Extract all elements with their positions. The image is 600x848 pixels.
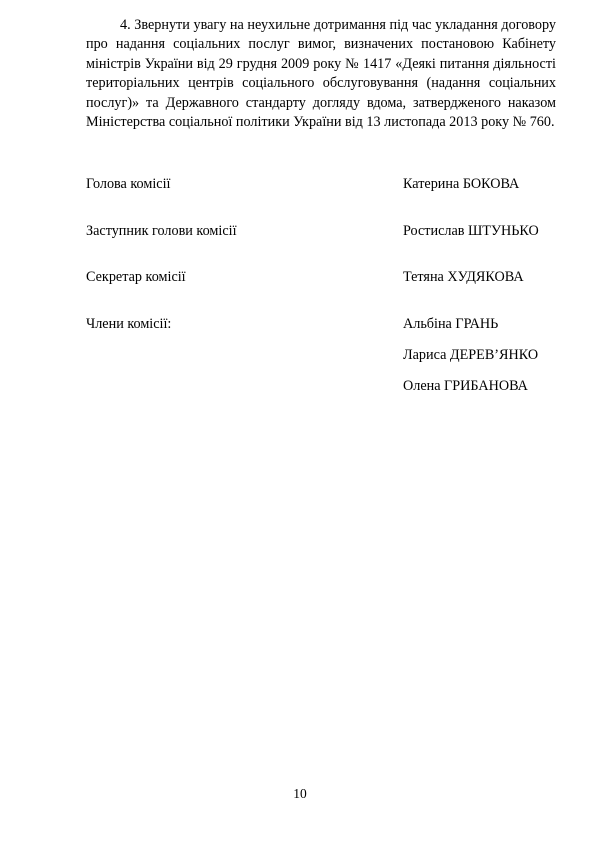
signature-row-secretary — [86, 268, 556, 287]
paragraph-item-4 — [86, 16, 556, 132]
secretary-name: Тетяна ХУДЯКОВА — [403, 269, 524, 285]
deputy-name: Ростислав ШТУНЬКО — [403, 223, 539, 239]
signature-row-member — [86, 377, 556, 396]
deputy-role: Заступник голови комісії — [86, 223, 237, 239]
signature-row-member — [86, 346, 556, 365]
signature-row-members — [86, 315, 556, 334]
signature-row-chair — [86, 175, 556, 194]
signature-row-deputy — [86, 222, 556, 241]
chair-name: Катерина БОКОВА — [403, 176, 520, 192]
secretary-role: Секретар комісії — [86, 269, 186, 285]
member-name: Альбіна ГРАНЬ — [403, 316, 499, 332]
member-name: Лариса ДЕРЕВ’ЯНКО — [403, 347, 539, 363]
chair-role: Голова комісії — [86, 176, 171, 192]
paragraph-line: територіальних центрів соціального обслуговування (надання соціальних — [86, 75, 556, 92]
members-role: Члени комісії: — [86, 316, 172, 332]
member-name: Олена ГРИБАНОВА — [403, 378, 528, 394]
paragraph-line: Міністерства соціальної політики України від 13 листопада 2013 року № 760. — [86, 114, 555, 131]
page-number: 10 — [293, 786, 307, 801]
paragraph-line: 4. Звернути увагу на неухильне дотримання під час укладання договору — [120, 17, 556, 33]
paragraph-line: про надання соціальних послуг вимог, визначених постановою Кабінету — [86, 36, 556, 53]
paragraph-line: міністрів України від 29 грудня 2009 року № 1417 «Деякі питання діяльності — [86, 55, 556, 72]
paragraph-line: послуг)» та Державного стандарту догляду вдома, затвердженого наказом — [86, 94, 556, 111]
